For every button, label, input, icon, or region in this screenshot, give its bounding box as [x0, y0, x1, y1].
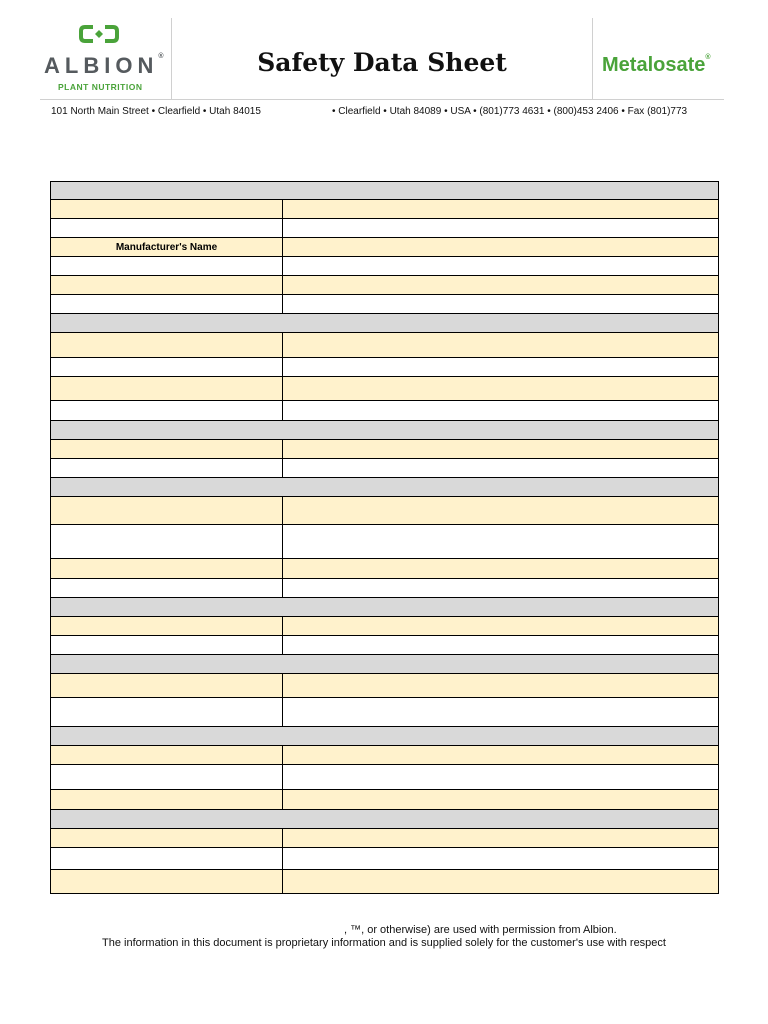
section-header-row — [51, 598, 718, 617]
field-value[interactable] — [283, 559, 718, 578]
field-label — [51, 870, 283, 893]
field-label — [51, 276, 283, 294]
form-row — [51, 401, 718, 421]
field-value[interactable] — [283, 333, 718, 357]
field-value[interactable] — [283, 401, 718, 420]
form-row — [51, 698, 718, 727]
form-row — [51, 276, 718, 295]
field-label — [51, 459, 283, 477]
field-label — [51, 790, 283, 809]
field-label — [51, 698, 283, 726]
form-row — [51, 765, 718, 790]
form-row — [51, 617, 718, 636]
section-header-row — [51, 182, 718, 200]
form-row — [51, 674, 718, 698]
form-row — [51, 238, 718, 257]
field-label — [51, 765, 283, 789]
field-label — [51, 525, 283, 558]
field-value[interactable] — [283, 829, 718, 847]
form-row — [51, 440, 718, 459]
section-header-row — [51, 655, 718, 674]
field-value[interactable] — [283, 698, 718, 726]
field-value[interactable] — [283, 525, 718, 558]
form-row — [51, 219, 718, 238]
field-value[interactable] — [283, 870, 718, 893]
chain-link-icon — [76, 22, 122, 46]
form-row — [51, 579, 718, 598]
footer-line-2: The information in this document is proprietary information and is supplied solely for the customer's use with respect — [102, 937, 666, 949]
field-value[interactable] — [283, 200, 718, 218]
footer-line-1: , ™, or otherwise) are used with permission from Albion. — [344, 924, 617, 936]
form-row — [51, 636, 718, 655]
field-value[interactable] — [283, 790, 718, 809]
form-row — [51, 848, 718, 870]
field-label — [51, 746, 283, 764]
form-row — [51, 559, 718, 579]
field-value[interactable] — [283, 377, 718, 400]
logo-wordmark: ALBION® — [44, 53, 164, 78]
field-label — [51, 333, 283, 357]
field-value[interactable] — [283, 636, 718, 654]
sds-form-table — [50, 181, 719, 894]
field-label — [51, 579, 283, 597]
form-row — [51, 333, 718, 358]
field-value[interactable] — [283, 848, 718, 869]
field-label — [51, 440, 283, 458]
form-row — [51, 870, 718, 894]
address-left: 101 North Main Street • Clearfield • Utah 84015 — [51, 106, 261, 117]
section-header-row — [51, 478, 718, 497]
form-row — [51, 257, 718, 276]
brand-name: Metalosate® — [602, 54, 711, 76]
field-value[interactable] — [283, 219, 718, 237]
field-label: Manufacturer's Name — [51, 238, 283, 256]
field-value[interactable] — [283, 257, 718, 275]
field-value[interactable] — [283, 579, 718, 597]
field-value[interactable] — [283, 276, 718, 294]
logo-subtitle: PLANT NUTRITION — [58, 82, 143, 92]
field-label — [51, 497, 283, 524]
field-label — [51, 848, 283, 869]
field-label — [51, 377, 283, 400]
field-value[interactable] — [283, 497, 718, 524]
field-label — [51, 200, 283, 218]
field-value[interactable] — [283, 238, 718, 256]
address-right: • Clearfield • Utah 84089 • USA • (801)773 4631 • (800)453 2406 • Fax (801)773 — [332, 106, 688, 117]
form-row — [51, 377, 718, 401]
form-row — [51, 497, 718, 525]
field-value[interactable] — [283, 765, 718, 789]
field-value[interactable] — [283, 459, 718, 477]
field-value[interactable] — [283, 674, 718, 697]
page-title: Safety Data Sheet — [257, 48, 507, 77]
field-value[interactable] — [283, 746, 718, 764]
form-row — [51, 459, 718, 478]
section-header-row — [51, 421, 718, 440]
field-label — [51, 358, 283, 376]
field-label — [51, 829, 283, 847]
form-row — [51, 200, 718, 219]
header-divider — [592, 18, 593, 100]
field-value[interactable] — [283, 295, 718, 313]
field-label — [51, 257, 283, 275]
field-label — [51, 636, 283, 654]
header-rule — [40, 99, 724, 100]
field-value[interactable] — [283, 358, 718, 376]
albion-logo — [36, 20, 166, 96]
form-row — [51, 525, 718, 559]
page-header — [0, 0, 768, 102]
section-header-row — [51, 314, 718, 333]
field-label — [51, 674, 283, 697]
form-row — [51, 746, 718, 765]
field-value[interactable] — [283, 440, 718, 458]
field-label — [51, 401, 283, 420]
form-row — [51, 829, 718, 848]
field-label — [51, 559, 283, 578]
field-label — [51, 617, 283, 635]
field-value[interactable] — [283, 617, 718, 635]
section-header-row — [51, 727, 718, 746]
field-label — [51, 295, 283, 313]
section-header-row — [51, 810, 718, 829]
form-row — [51, 295, 718, 314]
form-row — [51, 358, 718, 377]
form-row — [51, 790, 718, 810]
field-label — [51, 219, 283, 237]
